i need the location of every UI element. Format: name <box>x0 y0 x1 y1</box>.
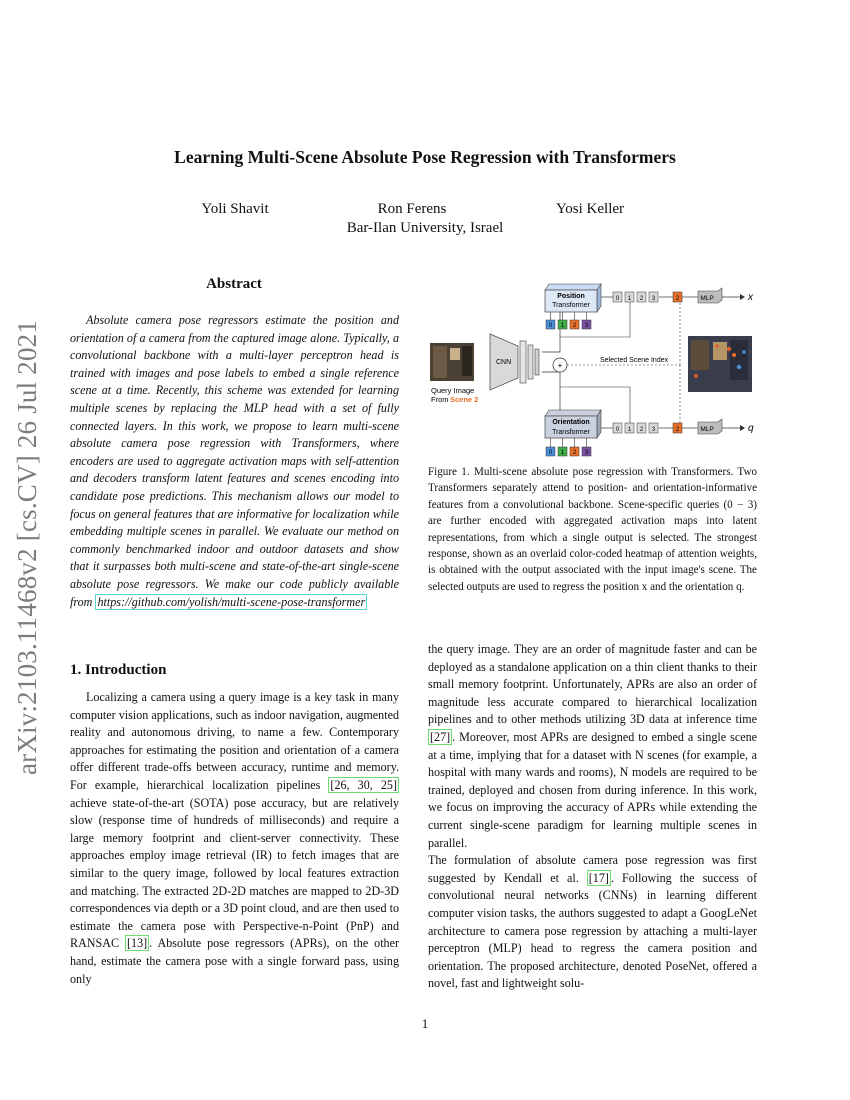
intro-left-column: Localizing a camera using a query image is a key task in many computer vision applications, such as indoor navigation, augmented reality and autonomous driving, to name a few. Contemporary approaches for estimating the position and orientation of a camera offer different trade-offs between accuracy, runtime and memory. For example, hierarchical localization pipelines [26, 30, 25] achieve state-of-the-art (SOTA) pose accuracy, but are relatively slow (response time of hundreds of milliseconds) and require a large memory footprint and client-server connectivity. These approaches employ image retrieval (IR) to fetch images that are similar to the query image, followed by local features extraction and matching. The extracted 2D-2D matches are mapped to 2D-3D correspondences via depth or a 3D point cloud, and are then used to estimate the camera pose with Perspective-n-Point (PnP) and RANSAC [13] . Absolute pose regressors (APRs), on the other hand, estimate the camera pose with a single forward pass, using only <box>70 690 399 986</box>
selected-scene-index-label: Selected Scene Index <box>600 357 669 364</box>
svg-text:1: 1 <box>627 296 632 302</box>
svg-text:0: 0 <box>615 427 620 433</box>
feature-map-2 <box>528 345 533 379</box>
intro-heading: 1. Introduction <box>70 662 167 678</box>
intro-right-column: the query image. They are an order of magnitude faster and can be deployed as a standalone application on a thin client thanks to their small memory footprint. Unfortunately, APRs are also an order of magnitude less accurate compared to hierarchical localization pipelines and to other methods utilizing 3D data at inference time [27] . Moreover, most APRs are designed to embed a single scene at a time, implying that for a dataset with N scenes (for example, a hospital with many wards and rooms), N models are required to be trained, deployed and chosen from during inference. In this work, we focus on improving the accuracy of APRs while extending the current single-scene paradigm for learning multiple scenes in parallel. The formulation of absolute camera pose regression was first suggested by Kendall et al. [17] . Following the success of convolutional neural networks (CNNs) in learning different computer vision tasks, the authors suggested to adapt a GoogLeNet architecture to camera pose regression by attaching a multi-layer perceptron (MLP) head to regress the camera position and orientation. The proposed architecture, denoted PoseNet, offered a novel, fast and lightweight solu- <box>428 642 757 991</box>
author-1: Yoli Shavit <box>201 201 269 217</box>
query-image-label: Query Image <box>431 386 475 395</box>
svg-text:2: 2 <box>639 427 644 433</box>
position-label: Position <box>557 293 585 300</box>
svg-text:1: 1 <box>560 323 565 329</box>
svg-text:2: 2 <box>639 296 644 302</box>
scene-2-label: Scene 2 <box>450 395 479 404</box>
arxiv-stamp: arXiv:2103.11468v2 [cs.CV] 26 Jul 2021 <box>12 319 42 775</box>
svg-text:MLP: MLP <box>700 426 714 433</box>
paper-title: Learning Multi-Scene Absolute Pose Regression with Transformers <box>174 147 676 167</box>
svg-text:2: 2 <box>572 450 577 456</box>
feature-map-3 <box>535 349 539 375</box>
svg-text:3: 3 <box>651 427 656 433</box>
orientation-output-tokens <box>613 423 658 433</box>
citation-13[interactable]: [13] <box>127 936 148 951</box>
citation-17[interactable]: [17] <box>588 870 609 885</box>
feature-map-1 <box>520 341 526 383</box>
orientation-query-tokens <box>546 447 591 456</box>
svg-text:MLP: MLP <box>700 295 714 302</box>
svg-text:0: 0 <box>615 296 620 302</box>
orientation-transformer-label: Transformer <box>552 429 590 436</box>
caption-text: Multi-scene absolute pose regression with Transformers. Two Transformers separately attend to position- and orientation-informative features from a convolutional backbone. Scene-specific queries (0 − 3) are further encoded with aggregated activation maps into latent representations, from which a single output is selected. The strongest response, shown as an overlaid color-coded heatmap of attention weights, is obtained with the output associated with the input image's scene. The selected outputs are used to regress the position x and the orientation q. <box>428 466 757 593</box>
output-q: q <box>748 423 754 434</box>
svg-text:1: 1 <box>627 427 632 433</box>
caption-label: Figure 1. <box>428 466 470 478</box>
svg-text:3: 3 <box>651 296 656 302</box>
page-number: 1 <box>421 1016 429 1031</box>
svg-text:2: 2 <box>675 296 680 302</box>
svg-text:3: 3 <box>584 323 589 329</box>
svg-text:+: + <box>557 361 563 370</box>
svg-text:1: 1 <box>560 450 565 456</box>
author-3: Yosi Keller <box>555 201 625 217</box>
position-output-tokens <box>613 292 658 302</box>
author-2: Ron Ferens <box>377 201 447 217</box>
figure-1-caption <box>428 464 757 595</box>
svg-text:3: 3 <box>584 450 589 456</box>
position-transformer-label: Transformer <box>552 302 590 309</box>
orientation-label: Orientation <box>552 419 590 426</box>
code-link[interactable]: https://github.com/yolish/multi-scene-pose-transformer <box>97 594 366 609</box>
from-label: From <box>431 395 449 404</box>
citation-27[interactable]: [27] <box>430 729 451 744</box>
svg-text:2: 2 <box>675 427 680 433</box>
cnn-label: CNN <box>496 359 512 366</box>
svg-text:0: 0 <box>548 450 553 456</box>
position-query-tokens <box>546 320 591 329</box>
svg-text:2: 2 <box>572 323 577 329</box>
output-x: x <box>748 292 753 303</box>
svg-text:0: 0 <box>548 323 553 329</box>
abstract-text: Absolute camera pose regressors estimate the position and orientation of a camera from the captured image alone. Typically, a convolutional backbone with a multi-layer perceptron head is trained with images and pose labels to embed a single reference scene at a time. Recently, this scheme was extended for learning multiple scenes by replacing the MLP head with a set of fully connected layers. In this work, we propose to learn multi-scene absolute camera pose regression with Transformers, where encoders are used to aggregate activation maps with self-attention and decoders transform latent features and scenes encoding into candidate pose predictions. This mechanism allows our model to focus on general features that are informative for localization while embedding multiple scenes in parallel. We evaluate our method on commonly benchmarked indoor and outdoor datasets and show that it surpasses both multi-scene and state-of-the-art single-scene absolute pose regressors. We make our code publicly available from <box>70 313 399 609</box>
affiliation: Bar-Ilan University, Israel <box>346 220 504 236</box>
figure-1-diagram <box>428 280 758 460</box>
citation-26-30-25[interactable]: [26, 30, 25] <box>330 777 397 792</box>
abstract-body <box>70 312 399 611</box>
abstract-heading: Abstract <box>206 276 262 292</box>
